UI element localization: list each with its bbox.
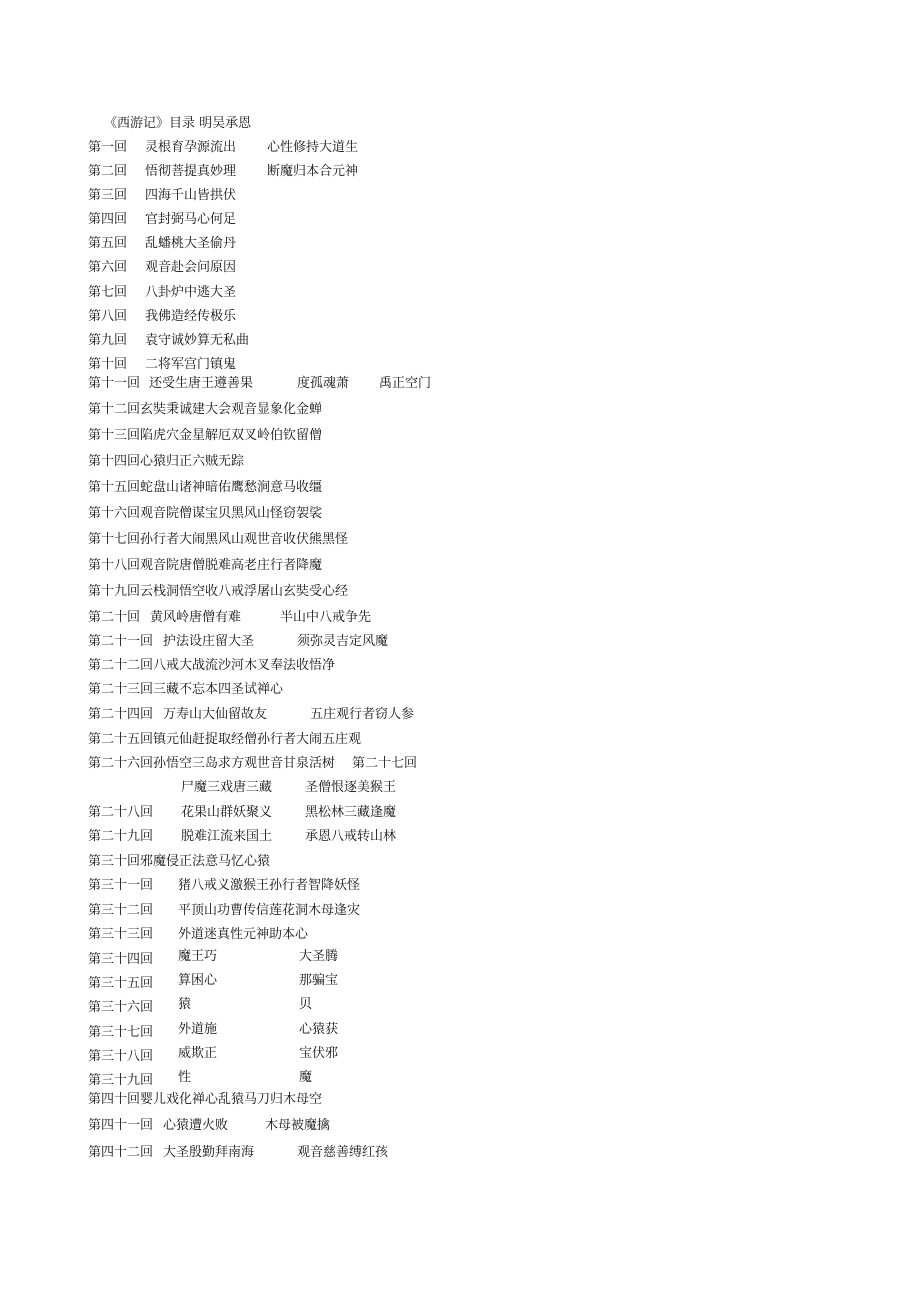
toc-line-23: 第二十三回三藏不忘本四圣试禅心 — [88, 682, 284, 697]
toc-part-a-38: 威欺正 — [178, 1046, 218, 1061]
toc-part-b-36: 贝 — [299, 997, 313, 1012]
toc-part-b-20: 半山中八戒争先 — [280, 610, 372, 625]
toc-line-19: 第十九回云栈洞悟空收八戒浮屠山玄奘受心经 — [88, 584, 349, 599]
toc-num-38: 第三十八回 — [88, 1049, 154, 1064]
toc-num-31: 第三十一回 — [88, 878, 154, 893]
toc-part-b-42: 观音慈善缚红孩 — [297, 1145, 389, 1160]
toc-line-16: 第十六回观音院僧谋宝贝黑风山怪窃袈裟 — [88, 506, 323, 521]
toc-part-a-27: 尸魔三戏唐三藏 — [181, 780, 273, 795]
toc-num-33: 第三十三回 — [88, 927, 154, 942]
toc-part-b-2: 断魔归本合元神 — [267, 164, 359, 179]
toc-num-41: 第四十一回 — [88, 1118, 154, 1133]
toc-num-27: 第二十七回 — [352, 756, 418, 771]
toc-num-20: 第二十回 — [88, 610, 141, 625]
toc-part-b-24: 五庄观行者窃人参 — [310, 707, 415, 722]
toc-num-10: 第十回 — [88, 357, 128, 372]
toc-part-a-9: 袁守诚妙算无私曲 — [145, 333, 250, 348]
toc-part-b-29: 承恩八戒转山林 — [305, 829, 397, 844]
toc-num-28: 第二十八回 — [88, 805, 154, 820]
toc-part-a-41: 心猿遭火败 — [163, 1118, 229, 1133]
toc-num-32: 第三十二回 — [88, 903, 154, 918]
toc-part-a-11: 还受生唐王遵善果 — [149, 376, 254, 391]
toc-num-11: 第十一回 — [88, 376, 141, 391]
toc-num-9: 第九回 — [88, 333, 128, 348]
toc-part-c-11: 禹正空门 — [379, 376, 432, 391]
toc-part-a-4: 官封弼马心何足 — [145, 212, 237, 227]
toc-part-b-38: 宝伏邪 — [299, 1046, 339, 1061]
toc-num-6: 第六回 — [88, 260, 128, 275]
toc-num-2: 第二回 — [88, 164, 128, 179]
toc-num-4: 第四回 — [88, 212, 128, 227]
toc-line-22: 第二十二回八戒大战流沙河木叉奉法收悟净 — [88, 658, 336, 673]
toc-part-a-1: 灵根育孕源流出 — [145, 140, 237, 155]
toc-part-a-2: 悟彻菩提真妙理 — [145, 164, 237, 179]
toc-part-a-35: 算困心 — [178, 973, 218, 988]
toc-num-42: 第四十二回 — [88, 1145, 154, 1160]
toc-part-b-28: 黑松林三藏逢魔 — [305, 805, 397, 820]
toc-part-a-36: 猿 — [178, 997, 192, 1012]
toc-part-a-31: 猪八戒义激猴王孙行者智降妖怪 — [178, 878, 361, 893]
toc-part-a-29: 脱难江流来国土 — [181, 829, 273, 844]
toc-part-b-41: 木母被魔擒 — [265, 1118, 331, 1133]
toc-part-a-20: 黄风岭唐僧有难 — [150, 610, 242, 625]
toc-part-b-34: 大圣腾 — [299, 949, 339, 964]
toc-num-1: 第一回 — [88, 140, 128, 155]
toc-num-35: 第三十五回 — [88, 976, 154, 991]
toc-part-b-21: 须弥灵吉定风魔 — [297, 634, 389, 649]
toc-line-25: 第二十五回镇元仙赶捉取经僧孙行者大闹五庄观 — [88, 732, 362, 747]
toc-part-b-35: 那骗宝 — [299, 973, 339, 988]
toc-part-a-5: 乱蟠桃大圣偷丹 — [145, 236, 237, 251]
toc-line-12: 第十二回玄奘秉诚建大会观音显象化金蝉 — [88, 402, 323, 417]
toc-part-a-3: 四海千山皆拱伏 — [145, 188, 237, 203]
toc-line-14: 第十四回心猿归正六贼无踪 — [88, 454, 245, 469]
toc-num-34: 第三十四回 — [88, 952, 154, 967]
toc-part-b-1: 心性修持大道生 — [267, 140, 359, 155]
toc-part-a-10: 二将军宫门镇鬼 — [145, 357, 237, 372]
toc-part-a-21: 护法设庄留大圣 — [163, 634, 255, 649]
toc-line-40: 第四十回婴儿戏化禅心乱猿马刀归木母空 — [88, 1092, 323, 1107]
toc-line-26: 第二十六回孙悟空三岛求方观世音甘泉活树 — [88, 756, 336, 771]
toc-num-37: 第三十七回 — [88, 1025, 154, 1040]
toc-part-a-33: 外道迷真性元神助本心 — [178, 927, 309, 942]
toc-line-15: 第十五回蛇盘山诸神暗佑鹰愁涧意马收缰 — [88, 480, 323, 495]
toc-part-a-6: 观音赴会问原因 — [145, 260, 237, 275]
toc-part-a-32: 平顶山功曹传信莲花洞木母逢灾 — [178, 903, 361, 918]
toc-part-a-24: 万寿山大仙留故友 — [163, 707, 268, 722]
toc-num-8: 第八回 — [88, 309, 128, 324]
toc-num-3: 第三回 — [88, 188, 128, 203]
toc-line-13: 第十三回陷虎穴金星解厄双叉岭伯钦留僧 — [88, 428, 323, 443]
toc-num-29: 第二十九回 — [88, 829, 154, 844]
toc-line-18: 第十八回观音院唐僧脱难高老庄行者降魔 — [88, 558, 323, 573]
toc-part-a-42: 大圣殷勤拜南海 — [163, 1145, 255, 1160]
toc-line-30: 第三十回邪魔侵正法意马忆心猿 — [88, 854, 271, 869]
toc-num-5: 第五回 — [88, 236, 128, 251]
toc-part-b-39: 魔 — [299, 1070, 313, 1085]
toc-title: 《西游记》目录 明吴承恩 — [104, 116, 252, 131]
toc-num-36: 第三十六回 — [88, 1000, 154, 1015]
toc-part-a-7: 八卦炉中逃大圣 — [145, 285, 237, 300]
toc-part-b-11: 度孤魂萧 — [297, 376, 350, 391]
toc-part-a-37: 外道施 — [178, 1022, 218, 1037]
toc-line-17: 第十七回孙行者大闹黑风山观世音收伏熊黑怪 — [88, 532, 349, 547]
toc-part-a-8: 我佛造经传极乐 — [145, 309, 237, 324]
toc-part-a-39: 性 — [178, 1070, 192, 1085]
toc-part-a-34: 魔王巧 — [178, 949, 218, 964]
toc-num-7: 第七回 — [88, 285, 128, 300]
toc-num-21: 第二十一回 — [88, 634, 154, 649]
toc-part-b-27: 圣僧恨逐美猴王 — [305, 780, 397, 795]
toc-num-39: 第三十九回 — [88, 1073, 154, 1088]
toc-part-a-28: 花果山群妖聚义 — [181, 805, 273, 820]
toc-part-b-37: 心猿获 — [299, 1022, 339, 1037]
toc-num-24: 第二十四回 — [88, 707, 154, 722]
